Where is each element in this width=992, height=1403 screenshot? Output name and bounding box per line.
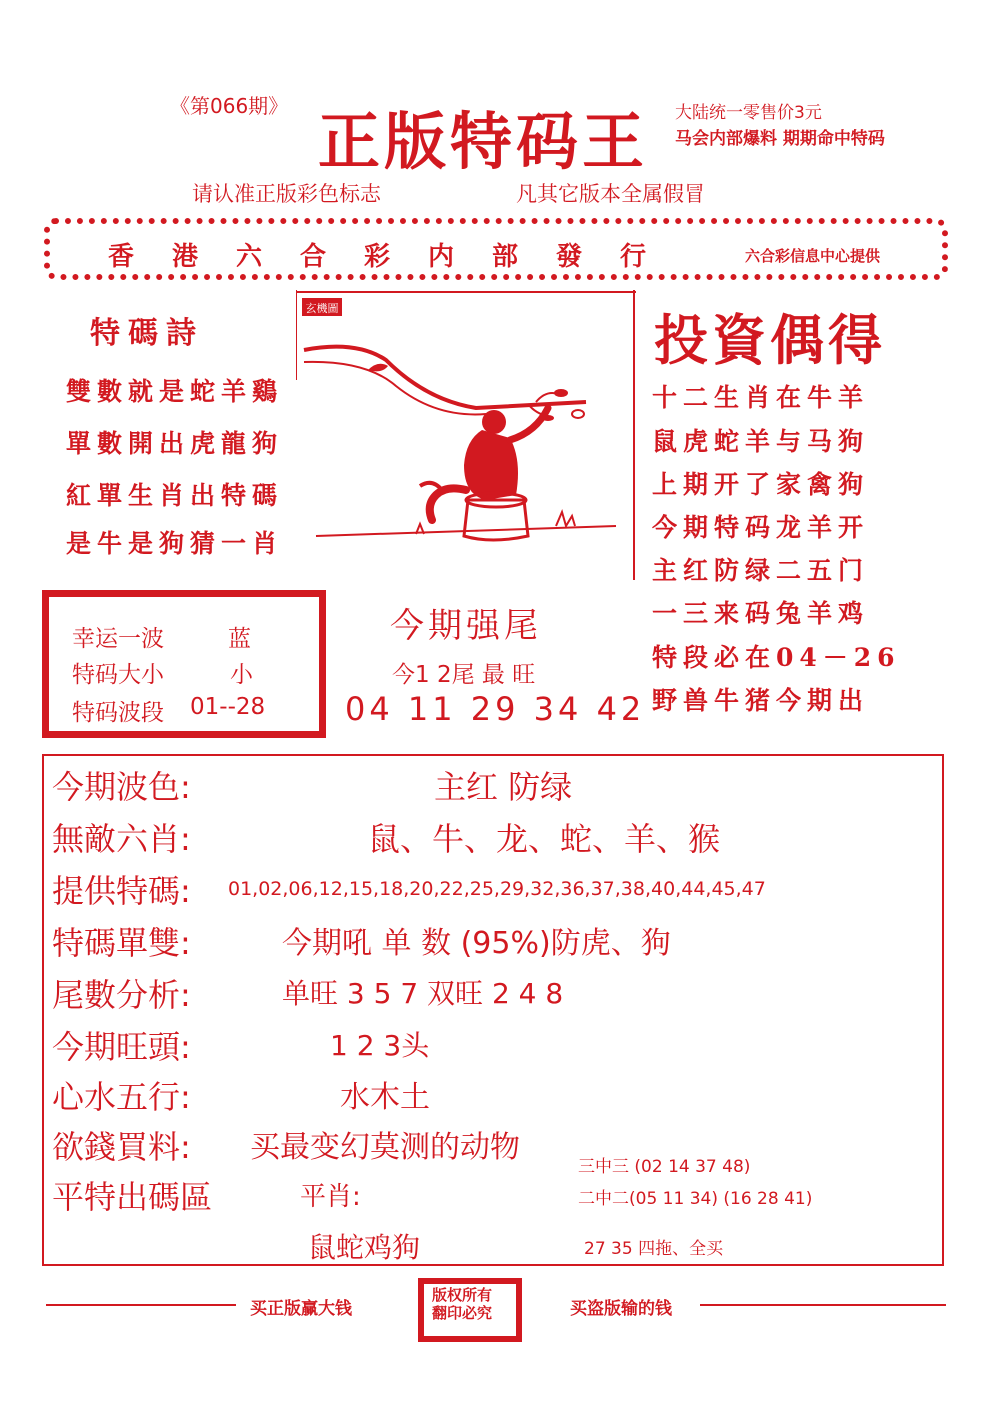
footer-right-text: 买盗版输的钱 — [570, 1299, 672, 1319]
lucky-label: 幸运一波 — [72, 626, 164, 652]
six-zodiac-label: 無敵六肖: — [52, 820, 191, 858]
invest-title: 投資偶得 — [654, 308, 886, 372]
poem-line: 單數開出虎龍狗 — [66, 429, 284, 458]
flat-zodiac: 鼠蛇鸡狗 — [308, 1231, 421, 1264]
invest-line: 今期特码龙羊开 — [652, 513, 870, 542]
flat-label: 平特出碼區 — [52, 1178, 213, 1216]
banner-text: 香港六合彩内部發行 — [108, 242, 685, 272]
page-title: 正版特码王 — [318, 105, 649, 178]
poem-line: 紅單生肖出特碼 — [66, 481, 284, 510]
element-label: 心水五行: — [52, 1078, 191, 1116]
subtitle-right: 凡其它版本全属假冒 — [516, 182, 705, 206]
lucky-value: 蓝 — [228, 626, 251, 652]
invest-line: 野兽牛猪今期出 — [652, 686, 870, 715]
price-note: 大陆统一零售价3元 — [675, 103, 822, 123]
flat-sub-label: 平肖: — [300, 1182, 361, 1212]
riddle-illustration — [296, 290, 636, 580]
six-zodiac-value: 鼠、牛、龙、蛇、羊、猴 — [368, 820, 721, 858]
head-value: 1 2 3头 — [330, 1029, 430, 1062]
poem-line: 雙數就是蛇羊鷄 — [66, 377, 284, 406]
combo-three: 三中三 (02 14 37 48) — [578, 1157, 751, 1177]
odd-even-value: 今期吼 单 数 (95%)防虎、狗 — [282, 926, 671, 961]
strong-tail-numbers: 04 11 29 34 42 — [345, 690, 646, 728]
element-value: 水木土 — [340, 1080, 430, 1115]
strong-tail-subtitle: 今1 2尾 最 旺 — [392, 662, 536, 688]
lucky-label: 特码大小 — [72, 662, 164, 688]
poem-line: 是牛是狗猜一肖 — [66, 529, 284, 558]
poem-title: 特碼詩 — [90, 316, 204, 351]
footer-line-right — [700, 1304, 946, 1306]
invest-line: 一三来码兔羊鸡 — [652, 599, 870, 628]
invest-line: 主红防绿二五门 — [652, 556, 870, 585]
strong-tail-title: 今期强尾 — [390, 606, 542, 646]
stamp-label: 玄機圖 — [305, 302, 339, 315]
tagline-note: 马会内部爆料 期期命中特码 — [675, 129, 885, 149]
tail-value: 单旺 3 5 7 双旺 2 4 8 — [282, 977, 564, 1010]
money-value: 买最变幻莫测的动物 — [250, 1130, 520, 1165]
combo-drag: 27 35 四拖、全买 — [584, 1239, 724, 1259]
special-label: 提供特碼: — [52, 872, 191, 910]
seal-line-2: 翻印必究 — [432, 1304, 493, 1322]
wave-label: 今期波色: — [52, 768, 191, 806]
odd-even-label: 特碼單雙: — [52, 924, 191, 962]
wave-value: 主红 防绿 — [434, 768, 573, 806]
lucky-value: 01--28 — [190, 694, 266, 720]
head-label: 今期旺頭: — [52, 1028, 191, 1066]
copyright-text — [432, 1286, 492, 1322]
combo-two: 二中二(05 11 34) (16 28 41) — [578, 1189, 813, 1209]
lucky-label: 特码波段 — [72, 700, 164, 726]
invest-line: 特段必在04－26 — [652, 643, 901, 672]
invest-line: 鼠虎蛇羊与马狗 — [652, 427, 870, 456]
footer-line-left — [46, 1304, 236, 1306]
invest-line: 十二生肖在牛羊 — [652, 383, 870, 412]
seal-line-1: 版权所有 — [432, 1286, 493, 1304]
money-label: 欲錢買料: — [52, 1128, 191, 1166]
banner-provider: 六合彩信息中心提供 — [745, 247, 881, 265]
special-value: 01,02,06,12,15,18,20,22,25,29,32,36,37,38,40,44,45,47 — [228, 878, 766, 900]
lucky-value: 小 — [230, 662, 253, 688]
invest-line: 上期开了家禽狗 — [652, 470, 870, 499]
tail-label: 尾數分析: — [52, 976, 191, 1014]
issue-number: 《第066期》 — [170, 94, 289, 118]
subtitle-left: 请认准正版彩色标志 — [192, 182, 381, 206]
footer-left-text: 买正版赢大钱 — [250, 1299, 352, 1319]
